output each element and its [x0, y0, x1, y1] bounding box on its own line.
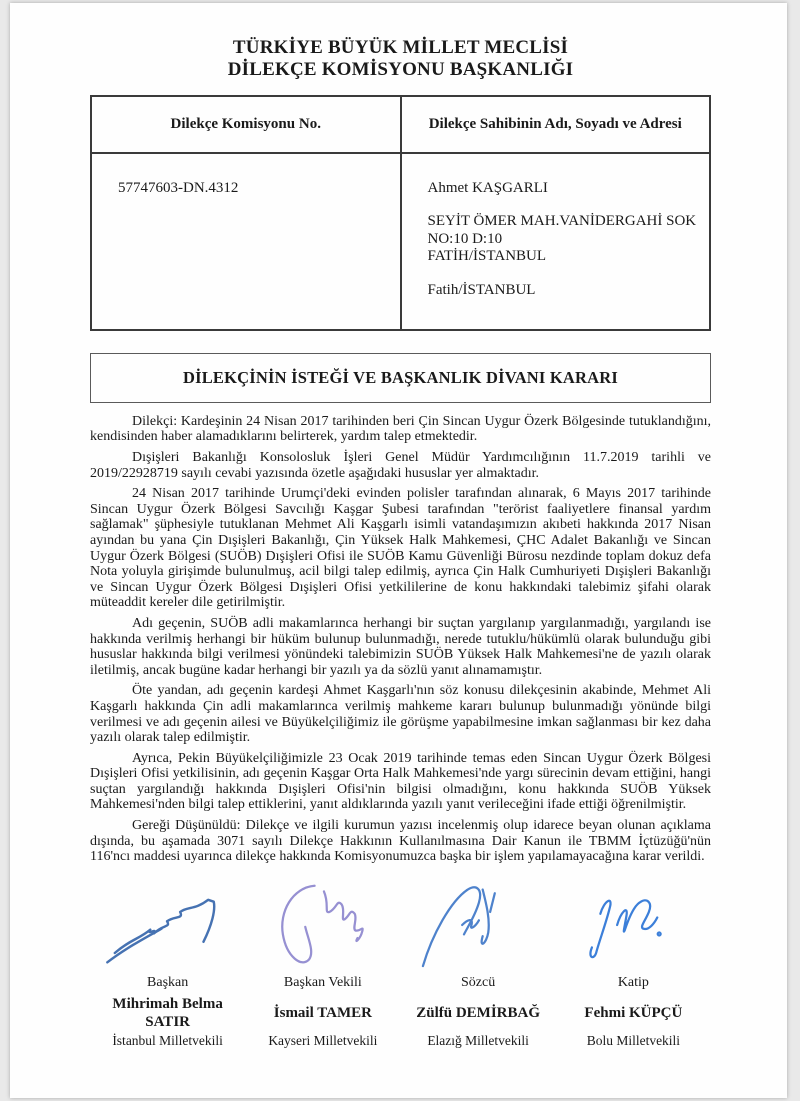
signature-name: İsmail TAMER [273, 1004, 372, 1021]
paragraph-written-request: Öte yandan, adı geçenin kardeşi Ahmet Kaşgarlı'nın söz konusu dilekçesinin akabinde, Mehmet Ali Kaşgarlı hakkında Çin adli makamlarınca verilmiş mahkeme kararı bulunup bulunmadığı yönünde bilgi verilmesi ve adı geçenin ailesi ve Büyükelçiliğimiz ile görüşme yapabilmesine imkan sağlanması bir kez daha yazılı olarak talep edilmiştir. [90, 683, 711, 746]
document-page [10, 3, 787, 1098]
document-title-line1: TÜRKİYE BÜYÜK MİLLET MECLİSİ [232, 37, 569, 58]
signature-constituency: İstanbul Milletvekili [112, 1032, 223, 1048]
signature-column-baskan-vekili [245, 879, 400, 1049]
column-header-petition-no: Dilekçe Komisyonu No. [91, 96, 401, 153]
petitioner-address-line1: SEYİT ÖMER MAH.VANİDERGAHİ SOK [427, 213, 697, 230]
paragraph-detention-details: 24 Nisan 2017 tarihinde Urumçi'deki evinden polisler tarafından alınarak, 6 Mayıs 2017 tarihinde Sincan Uygur Özerk Bölgesi Savcılığı Kaşgar Şubesi tarafından "terörist faaliyetlere finansal yardım sağlamak" şüphesiyle tutuklanan Mehmet Ali Kaşgarlı isimli vatandaşımızın akıbeti hakkında 2017 Nisan ayından bu yana Çin Dışişleri Bakanlığı, Çin Yüksek Halk Mahkemesi, ÇHC Adalet Bakanlığı ve Sincan Uygur Özerk Bölgesi (SUÖB) Dışişleri Ofisi ile SUÖB Kamu Güvenliği Bürosu nezdinde toplam dokuz defa Nota yoluyla girişimde bulunulmuş, acil bilgi talep edilmiş, ayrıca Çin Halk Cumhuriyeti Dışişleri Bakanlığı ve Sincan Uygur Özerk Bölgesi Dışişleri Ofisi yetkililerine de konu hakkındaki talebimiz şifahi olarak müteaddit kereler dile getirilmiştir. [90, 486, 711, 611]
signature-constituency: Bolu Milletvekili [586, 1032, 681, 1048]
signature-column-katip [556, 879, 711, 1049]
signature-scribble-baskan [98, 879, 238, 971]
signature-scribble-baskan-vekili [253, 879, 393, 971]
document-content [90, 3, 711, 1049]
table-data-row [91, 153, 710, 330]
signature-column-sozcu [401, 879, 556, 1049]
signature-column-baskan [90, 879, 245, 1049]
paragraph-court-inquiry: Adı geçenin, SUÖB adli makamlarınca herhangi bir suçtan yargılanıp yargılanmadığı, yargılandı ise hakkında verilmiş herhangi bir hüküm bulunup bulunmadığı, nerede tutuklu/hükümlü olarak bulunduğu gibi hususlar hakkında bilgi verilmesi yönündeki talebimizin SUÖB Yüksek Halk Mahkemesi'ne de yazılı olarak iletilmiş, ancak bugüne kadar herhangi bir yazılı ya da sözlü yanıt alınamamıştır. [90, 615, 711, 678]
paragraph-embassy-contact: Ayrıca, Pekin Büyükelçiliğimizle 23 Ocak 2019 tarihinde temas eden Sincan Uygur Özerk Bölgesi Dışişleri Ofisi yetkilisinin, adı geçenin Kaşgar Orta Halk Mahkemesi'nde yargı sürecinin devam ettiğini, hangi suçtan yargılandığı hakkında Dışişleri Ofisi'nin bilgisi olmadığını, konu hakkında SUÖB Yüksek Mahkemesi'nden bilgi talep ettiklerini, yanıt aldıklarında yazılı yanıt verileceğini ifade ettiği öğrenilmiştir. [90, 750, 711, 813]
decision-section-title: DİLEKÇİNİN İSTEĞİ VE BAŞKANLIK DİVANI KARARI [182, 367, 618, 387]
signature-role: Sözcü [461, 974, 496, 990]
signature-name: Fehmi KÜPÇÜ [584, 1004, 683, 1021]
petition-number: 57747603-DN.4312 [118, 179, 239, 196]
petitioner-address-line2: NO:10 D:10 [427, 230, 503, 247]
document-title-line2: DİLEKÇE KOMİSYONU BAŞKANLIĞI [227, 59, 574, 81]
petitioner-address-line3: FATİH/İSTANBUL [427, 248, 547, 265]
signature-role: Katip [617, 974, 649, 990]
petitioner-cell [401, 153, 711, 330]
signature-role: Başkan [147, 974, 189, 990]
petitioner-city: Fatih/İSTANBUL [427, 281, 536, 298]
signature-name: Zülfü DEMİRBAĞ [416, 1004, 541, 1021]
paragraph-final-decision: Gereği Düşünüldü: Dilekçe ve ilgili kurumun yazısı incelenmiş olup idarece beyan olunan açıklama dışında, bu aşamada 3071 sayılı Dilekçe Hakkının Kullanılmasına Dair Kanun ile TBMM İçtüzüğü'nün 116'ncı maddesi uyarınca dilekçe hakkında Komisyonumuzca başka bir işlem yapılamayacağına karar verildi. [90, 818, 711, 865]
paragraph-ministry-reply: Dışişleri Bakanlığı Konsolosluk İşleri Genel Müdür Yardımcılığının 11.7.2019 tarihli ve 2019/22928719 sayılı cevabi yazısında özetle aşağıdaki hususlar yer almaktadır. [90, 450, 711, 481]
signature-scribble-katip [563, 879, 703, 971]
petition-info-table [90, 95, 711, 331]
document-title [90, 37, 711, 82]
signature-constituency: Elazığ Milletvekili [427, 1032, 529, 1048]
petitioner-name: Ahmet KAŞGARLI [427, 179, 548, 196]
signature-role: Başkan Vekili [283, 974, 362, 990]
signature-constituency: Kayseri Milletvekili [268, 1032, 378, 1048]
spacer [428, 266, 700, 282]
decision-section-title-box [90, 353, 711, 403]
paragraph-request: Dilekçi: Kardeşinin 24 Nisan 2017 tarihinden beri Çin Sincan Uygur Özerk Bölgesinde tutuklandığını, kendisinden haber alamadıklarını belirterek, yardım talep etmektedir. [90, 413, 711, 445]
column-header-petitioner: Dilekçe Sahibinin Adı, Soyadı ve Adresi [401, 96, 711, 153]
decision-body [90, 414, 711, 865]
signature-block [90, 879, 711, 1049]
spacer [428, 197, 700, 213]
signature-scribble-sozcu [408, 879, 548, 971]
signature-name: Mihrimah Belma SATIR [112, 995, 223, 1030]
petition-number-cell [91, 153, 401, 330]
table-header-row [91, 96, 710, 153]
